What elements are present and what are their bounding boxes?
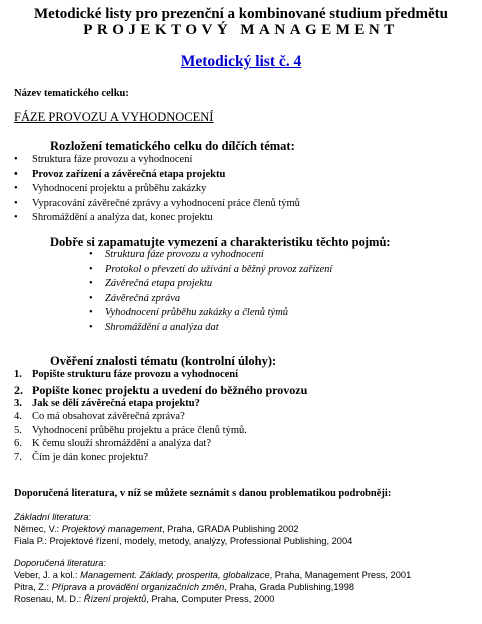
list-item: • Závěrečná zpráva: [89, 292, 181, 304]
list-item: • Vyhodnocení průběhu zakázky a členů týmů: [89, 307, 289, 319]
recommended-literature-heading: Doporučená literatura:: [14, 558, 106, 568]
reference-item: Veber, J. a kol.: Management. Základy, prosperita, globalizace, Praha, Management Press, 2001: [14, 570, 412, 580]
header-subject-title: PROJEKTOVÝ MANAGEMENT: [83, 22, 399, 38]
reference-item: Pitra, Z.: Příprava a provádění organizačních změn, Praha, Grada Publishing,1998: [14, 582, 355, 592]
basic-literature-heading: Základní literatura:: [14, 512, 91, 522]
reference-item: Fiala P.: Projektové řízení, modely, metody, analýzy, Professional Publishing, 2004: [14, 536, 353, 546]
bullet-icon: •: [14, 154, 18, 165]
list-item: 1. Popište strukturu fáze provozu a vyhodnocení: [14, 369, 239, 380]
list-item: 4. Co má obsahovat závěrečná zpráva?: [14, 411, 185, 422]
literature-intro: Doporučená literatura, v níž se můžete seznámit s danou problematikou podrobněji:: [14, 488, 392, 499]
list-item: • Shromáždění a analýza dat, konec projektu: [14, 212, 213, 224]
list-item: • Vypracování závěrečné zprávy a vyhodnocení práce členů týmů: [14, 197, 300, 209]
concepts-list: [89, 249, 332, 337]
bullet-icon: •: [89, 321, 93, 333]
reference-item: Rosenau, M. D.: Řízení projektů, Praha, Computer Press, 2000: [14, 594, 275, 604]
list-item: • Provoz zařízení a závěrečná etapa projektu: [14, 168, 226, 180]
list-item: 3. Jak se dělí závěrečná etapa projektu?: [14, 397, 200, 409]
list-item: • Shromáždění a analýza dat: [89, 321, 219, 333]
bullet-icon: •: [89, 263, 93, 275]
bullet-icon: •: [14, 212, 18, 224]
tasks-heading: Ověření znalosti tématu (kontrolní úlohy):: [50, 354, 277, 368]
list-item: • Vyhodnocení projektu a průběhu zakázky: [14, 183, 207, 195]
list-item: 5. Vyhodnocení průběhu projektu a práce členů týmů.: [14, 424, 247, 436]
list-item: • Struktura fáze provozu a vyhodnocení: [89, 249, 264, 260]
bullet-icon: •: [14, 183, 18, 195]
bullet-icon: •: [89, 249, 93, 260]
tasks-list: [14, 369, 307, 465]
topic-label: Název tematického celku:: [14, 88, 129, 99]
concepts-heading: Dobře si zapamatujte vymezení a charakteristiku těchto pojmů:: [50, 235, 391, 249]
list-item: 7. Čím je dán konec projektu?: [14, 451, 149, 463]
bullet-icon: •: [89, 278, 93, 290]
list-item: 6. K čemu slouží shromáždění a analýza dat?: [14, 438, 212, 449]
sheet-title: Metodický list č. 4: [180, 53, 302, 70]
list-item: 2. Popište konec projektu a uvedení do běžného provozu: [14, 382, 308, 397]
breakdown-heading: Rozložení tematického celku do dílčích témat:: [50, 139, 295, 153]
topic-title: FÁZE PROVOZU A VYHODNOCENÍ: [14, 110, 214, 124]
list-item: • Závěrečná etapa projektu: [89, 278, 213, 290]
breakdown-list: [14, 154, 300, 227]
bullet-icon: •: [14, 168, 18, 180]
list-item: • Struktura fáze provozu a vyhodnocení: [14, 154, 193, 165]
reference-item: Němec, V.: Projektový management, Praha, GRADA Publishing 2002: [14, 524, 299, 534]
list-item: • Protokol o převzetí do užívání a běžný provoz zařízení: [89, 263, 333, 275]
bullet-icon: •: [89, 307, 93, 319]
bullet-icon: •: [89, 292, 93, 304]
bullet-icon: •: [14, 197, 18, 209]
header-course-line: Metodické listy pro prezenční a kombinované studium předmětu: [33, 6, 449, 22]
